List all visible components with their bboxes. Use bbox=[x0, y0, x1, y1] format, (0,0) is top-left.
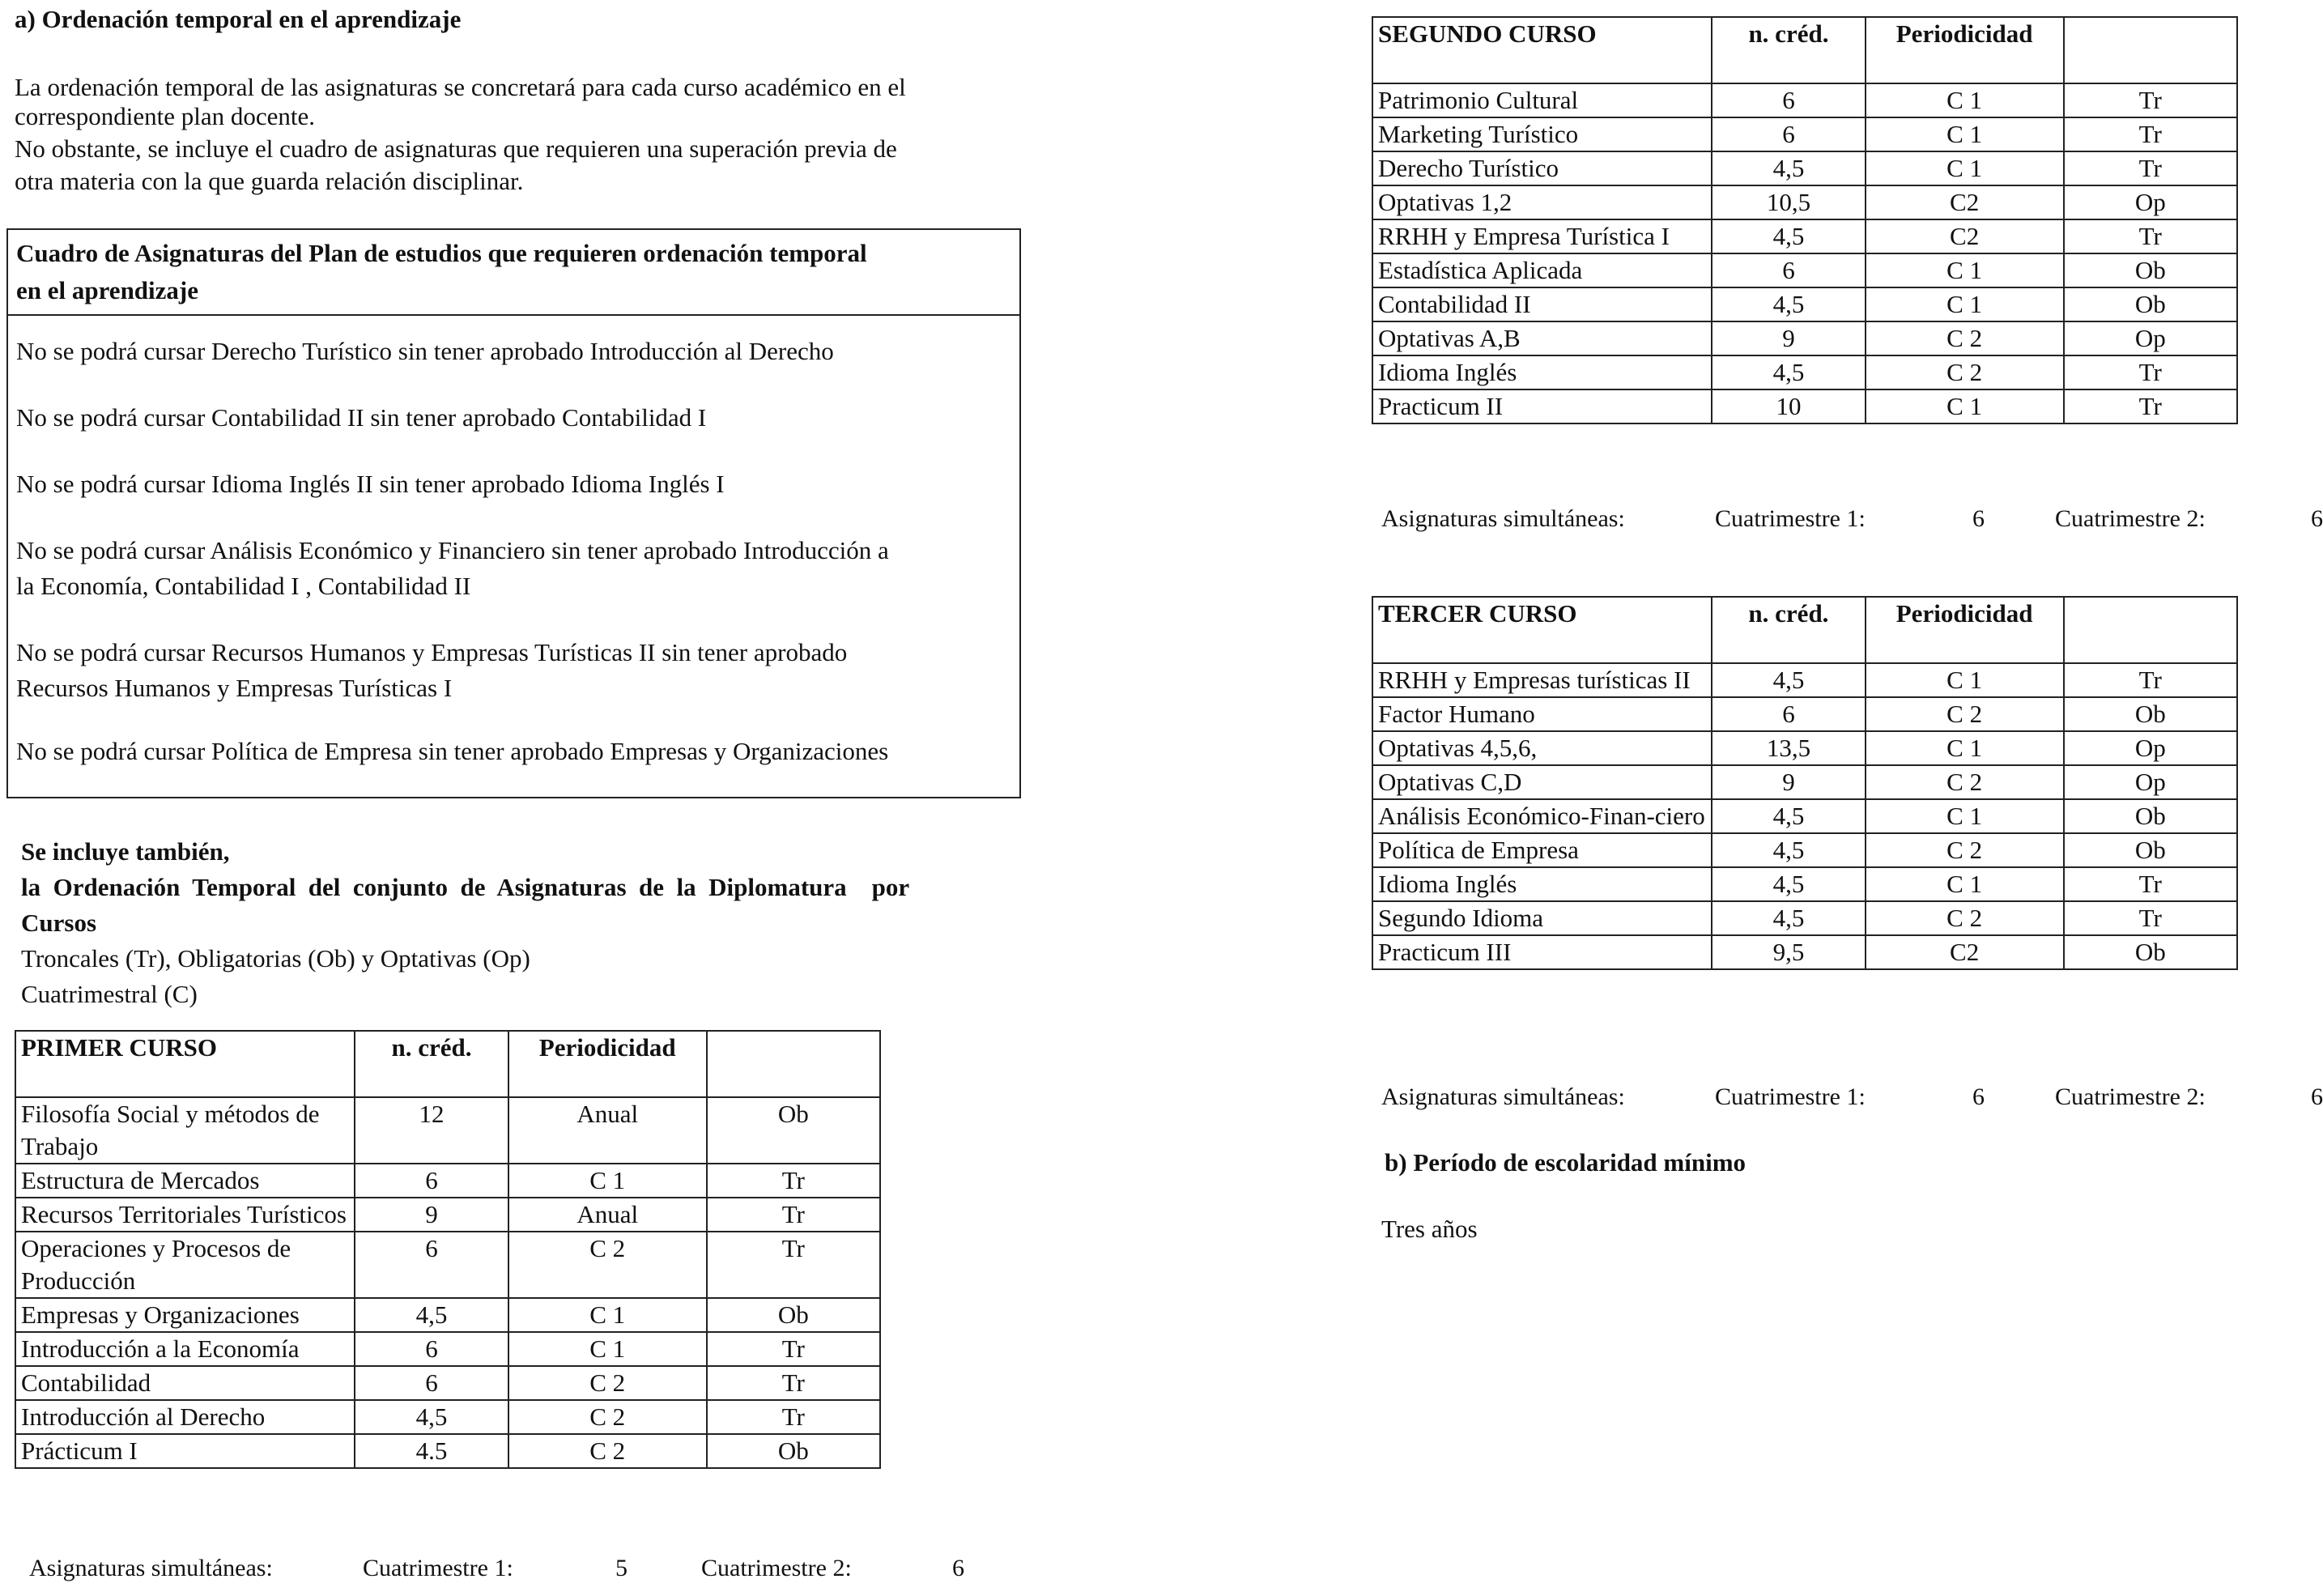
subject-cell: Derecho Turístico bbox=[1372, 151, 1712, 185]
subject-cell: Recursos Territoriales Turísticos bbox=[15, 1198, 355, 1232]
table-row bbox=[1372, 731, 2237, 765]
type-cell: Tr bbox=[2064, 389, 2237, 423]
credits-cell: 6 bbox=[355, 1164, 508, 1198]
subject-cell: Contabilidad bbox=[15, 1366, 355, 1400]
cuatrimestre2-value: 6 bbox=[2311, 1083, 2323, 1110]
table-row bbox=[15, 1298, 880, 1332]
period-cell: C 2 bbox=[508, 1366, 707, 1400]
rule-line: No se podrá cursar Derecho Turístico sin tener aprobado Introducción al Derecho bbox=[16, 337, 834, 365]
credits-cell: 4,5 bbox=[1712, 867, 1866, 901]
table-row bbox=[15, 1097, 880, 1164]
prerequisite-rule bbox=[8, 400, 1019, 436]
subject-cell: Idioma Inglés bbox=[1372, 867, 1712, 901]
cuatrimestre1-label: Cuatrimestre 1: bbox=[363, 1555, 513, 1581]
subject-cell: RRHH y Empresa Turística I bbox=[1372, 219, 1712, 253]
type-cell: Tr bbox=[707, 1198, 880, 1232]
prerequisite-rule bbox=[8, 466, 1019, 502]
credits-cell: 9 bbox=[1712, 321, 1866, 355]
subject-cell: Operaciones y Procesos de Producción bbox=[15, 1232, 355, 1298]
type-cell: Tr bbox=[707, 1164, 880, 1198]
prerequisites-box-title bbox=[8, 230, 1019, 316]
credits-header: n. créd. bbox=[1712, 597, 1866, 663]
period-cell: C 1 bbox=[1866, 663, 2064, 697]
credits-cell: 12 bbox=[355, 1097, 508, 1164]
type-cell: Tr bbox=[707, 1332, 880, 1366]
period-cell: C 1 bbox=[1866, 83, 2064, 117]
table-row bbox=[1372, 253, 2237, 287]
table-row bbox=[15, 1232, 880, 1298]
subject-cell: Introducción al Derecho bbox=[15, 1400, 355, 1434]
period-cell: C 2 bbox=[508, 1434, 707, 1468]
period-cell: Anual bbox=[508, 1097, 707, 1164]
type-cell: Tr bbox=[707, 1400, 880, 1434]
type-cell: Tr bbox=[2064, 83, 2237, 117]
type-cell: Op bbox=[2064, 731, 2237, 765]
type-header bbox=[707, 1031, 880, 1097]
simultaneous-label: Asignaturas simultáneas: bbox=[29, 1555, 273, 1581]
period-cell: C 2 bbox=[1866, 765, 2064, 799]
note-line: la Ordenación Temporal del conjunto de Asignaturas de la Diplomatura por bbox=[21, 873, 910, 901]
table-row bbox=[1372, 901, 2237, 935]
subject-cell: Practicum II bbox=[1372, 389, 1712, 423]
type-header bbox=[2064, 17, 2237, 83]
period-cell: C 2 bbox=[1866, 833, 2064, 867]
cuatrimestre1-label: Cuatrimestre 1: bbox=[1715, 505, 1866, 532]
subject-cell: Segundo Idioma bbox=[1372, 901, 1712, 935]
rule-line: No se podrá cursar Política de Empresa sin tener aprobado Empresas y Organizaciones bbox=[16, 737, 889, 765]
table-row bbox=[15, 1332, 880, 1366]
type-cell: Ob bbox=[707, 1434, 880, 1468]
period-cell: C 1 bbox=[1866, 287, 2064, 321]
period-cell: C2 bbox=[1866, 935, 2064, 969]
table-row bbox=[15, 1164, 880, 1198]
ordering-note bbox=[21, 834, 909, 1012]
section-a-title: a) Ordenación temporal en el aprendizaje bbox=[15, 5, 462, 33]
table-row bbox=[1372, 185, 2237, 219]
credits-cell: 6 bbox=[1712, 83, 1866, 117]
credits-cell: 6 bbox=[1712, 697, 1866, 731]
subject-cell: Prácticum I bbox=[15, 1434, 355, 1468]
credits-cell: 6 bbox=[1712, 253, 1866, 287]
cuatrimestre2-label: Cuatrimestre 2: bbox=[701, 1555, 852, 1581]
period-cell: Anual bbox=[508, 1198, 707, 1232]
table-row bbox=[1372, 355, 2237, 389]
credits-cell: 4.5 bbox=[355, 1434, 508, 1468]
credits-cell: 4,5 bbox=[355, 1400, 508, 1434]
table-row bbox=[1372, 765, 2237, 799]
intro-line: otra materia con la que guarda relación disciplinar. bbox=[15, 167, 524, 195]
table-row bbox=[1372, 389, 2237, 423]
segundo-curso-table bbox=[1372, 16, 2238, 424]
credits-cell: 4,5 bbox=[1712, 833, 1866, 867]
intro-line: correspondiente plan docente. bbox=[15, 102, 315, 130]
table-row bbox=[1372, 83, 2237, 117]
table-row bbox=[1372, 833, 2237, 867]
type-cell: Ob bbox=[2064, 253, 2237, 287]
table-header-row bbox=[1372, 17, 2237, 83]
credits-cell: 10 bbox=[1712, 389, 1866, 423]
credits-header: n. créd. bbox=[1712, 17, 1866, 83]
credits-cell: 9 bbox=[1712, 765, 1866, 799]
subject-cell: Introducción a la Economía bbox=[15, 1332, 355, 1366]
type-cell: Tr bbox=[2064, 867, 2237, 901]
simultaneous-label: Asignaturas simultáneas: bbox=[1381, 505, 1625, 532]
subject-cell: Política de Empresa bbox=[1372, 833, 1712, 867]
type-cell: Ob bbox=[2064, 287, 2237, 321]
credits-cell: 4,5 bbox=[1712, 151, 1866, 185]
minimum-period-text: Tres años bbox=[1381, 1215, 1478, 1243]
section-b-title: b) Período de escolaridad mínimo bbox=[1385, 1148, 1747, 1177]
subject-cell: Factor Humano bbox=[1372, 697, 1712, 731]
course-title: PRIMER CURSO bbox=[15, 1031, 355, 1097]
type-cell: Tr bbox=[2064, 219, 2237, 253]
credits-cell: 4,5 bbox=[355, 1298, 508, 1332]
cuatrimestre1-value: 5 bbox=[615, 1555, 628, 1581]
type-cell: Op bbox=[2064, 765, 2237, 799]
table-row bbox=[1372, 219, 2237, 253]
table-row bbox=[15, 1366, 880, 1400]
type-cell: Tr bbox=[2064, 151, 2237, 185]
primer-curso-table bbox=[15, 1030, 881, 1469]
period-header: Periodicidad bbox=[1866, 17, 2064, 83]
table-row bbox=[1372, 867, 2237, 901]
intro-paragraph bbox=[15, 70, 906, 199]
table-row bbox=[1372, 935, 2237, 969]
credits-cell: 6 bbox=[355, 1332, 508, 1366]
cuatrimestre1-value: 6 bbox=[1972, 505, 1985, 532]
table-header-row bbox=[15, 1031, 880, 1097]
rule-line: Recursos Humanos y Empresas Turísticas I bbox=[16, 674, 453, 702]
period-cell: C 2 bbox=[1866, 355, 2064, 389]
subject-cell: Optativas A,B bbox=[1372, 321, 1712, 355]
note-line: Se incluye también, bbox=[21, 837, 230, 866]
subject-cell: Practicum III bbox=[1372, 935, 1712, 969]
intro-line: La ordenación temporal de las asignaturas se concretará para cada curso académico en el bbox=[15, 73, 906, 101]
type-cell: Op bbox=[2064, 185, 2237, 219]
type-cell: Ob bbox=[707, 1097, 880, 1164]
simultaneous-label: Asignaturas simultáneas: bbox=[1381, 1083, 1625, 1110]
period-cell: C 1 bbox=[1866, 151, 2064, 185]
credits-cell: 4,5 bbox=[1712, 799, 1866, 833]
credits-cell: 9,5 bbox=[1712, 935, 1866, 969]
period-cell: C 1 bbox=[1866, 117, 2064, 151]
subject-cell: Análisis Económico-Finan-ciero bbox=[1372, 799, 1712, 833]
table-row bbox=[15, 1198, 880, 1232]
subject-cell: Filosofía Social y métodos de Trabajo bbox=[15, 1097, 355, 1164]
period-cell: C 1 bbox=[1866, 799, 2064, 833]
prerequisite-rule bbox=[8, 533, 1019, 604]
table-row bbox=[1372, 287, 2237, 321]
subject-cell: Patrimonio Cultural bbox=[1372, 83, 1712, 117]
type-cell: Tr bbox=[707, 1232, 880, 1298]
cuatrimestre2-value: 6 bbox=[2311, 505, 2323, 532]
subject-cell: Empresas y Organizaciones bbox=[15, 1298, 355, 1332]
type-cell: Op bbox=[2064, 321, 2237, 355]
credits-cell: 6 bbox=[355, 1366, 508, 1400]
credits-header: n. créd. bbox=[355, 1031, 508, 1097]
cuatrimestre2-value: 6 bbox=[952, 1555, 964, 1581]
box-title-line: Cuadro de Asignaturas del Plan de estudios que requieren ordenación temporal bbox=[16, 239, 867, 267]
cuatrimestre2-label: Cuatrimestre 2: bbox=[2055, 505, 2206, 532]
period-cell: C 1 bbox=[508, 1164, 707, 1198]
period-header: Periodicidad bbox=[508, 1031, 707, 1097]
period-cell: C 1 bbox=[1866, 389, 2064, 423]
credits-cell: 4,5 bbox=[1712, 219, 1866, 253]
type-cell: Ob bbox=[2064, 799, 2237, 833]
period-cell: C 1 bbox=[508, 1332, 707, 1366]
credits-cell: 4,5 bbox=[1712, 901, 1866, 935]
intro-line: No obstante, se incluye el cuadro de asignaturas que requieren una superación previa de bbox=[15, 134, 897, 163]
period-cell: C 2 bbox=[1866, 697, 2064, 731]
period-header: Periodicidad bbox=[1866, 597, 2064, 663]
credits-cell: 13,5 bbox=[1712, 731, 1866, 765]
credits-cell: 6 bbox=[1712, 117, 1866, 151]
note-line: Cursos bbox=[21, 909, 97, 937]
period-cell: C2 bbox=[1866, 219, 2064, 253]
type-cell: Tr bbox=[707, 1366, 880, 1400]
credits-cell: 4,5 bbox=[1712, 663, 1866, 697]
prerequisite-rule bbox=[8, 635, 1019, 706]
rule-line: No se podrá cursar Recursos Humanos y Empresas Turísticas II sin tener aprobado bbox=[16, 638, 848, 666]
table-row bbox=[1372, 321, 2237, 355]
type-cell: Tr bbox=[2064, 117, 2237, 151]
type-cell: Ob bbox=[2064, 935, 2237, 969]
subject-cell: Optativas C,D bbox=[1372, 765, 1712, 799]
type-cell: Tr bbox=[2064, 901, 2237, 935]
subject-cell: RRHH y Empresas turísticas II bbox=[1372, 663, 1712, 697]
table-row bbox=[1372, 117, 2237, 151]
period-cell: C 2 bbox=[1866, 901, 2064, 935]
period-cell: C 2 bbox=[508, 1232, 707, 1298]
course-title: TERCER CURSO bbox=[1372, 597, 1712, 663]
prerequisite-rule bbox=[8, 334, 1019, 369]
credits-cell: 4,5 bbox=[1712, 287, 1866, 321]
subject-cell: Contabilidad II bbox=[1372, 287, 1712, 321]
cuatrimestre2-label: Cuatrimestre 2: bbox=[2055, 1083, 2206, 1110]
course-title: SEGUNDO CURSO bbox=[1372, 17, 1712, 83]
rule-line: No se podrá cursar Idioma Inglés II sin tener aprobado Idioma Inglés I bbox=[16, 470, 725, 498]
table-row bbox=[15, 1400, 880, 1434]
tercer-curso-table bbox=[1372, 596, 2238, 970]
credits-cell: 9 bbox=[355, 1198, 508, 1232]
period-cell: C 2 bbox=[508, 1400, 707, 1434]
subject-cell: Estadística Aplicada bbox=[1372, 253, 1712, 287]
period-cell: C 2 bbox=[1866, 321, 2064, 355]
note-line: Cuatrimestral (C) bbox=[21, 980, 198, 1008]
cuatrimestre1-label: Cuatrimestre 1: bbox=[1715, 1083, 1866, 1110]
period-cell: C2 bbox=[1866, 185, 2064, 219]
prerequisites-box bbox=[6, 228, 1021, 798]
table-row bbox=[15, 1434, 880, 1468]
rule-line: la Economía, Contabilidad I , Contabilidad II bbox=[16, 572, 471, 600]
period-cell: C 1 bbox=[1866, 731, 2064, 765]
period-cell: C 1 bbox=[508, 1298, 707, 1332]
box-title-line: en el aprendizaje bbox=[16, 276, 199, 304]
subject-cell: Marketing Turístico bbox=[1372, 117, 1712, 151]
rule-line: No se podrá cursar Contabilidad II sin tener aprobado Contabilidad I bbox=[16, 403, 707, 432]
type-header bbox=[2064, 597, 2237, 663]
cuatrimestre1-value: 6 bbox=[1972, 1083, 1985, 1110]
period-cell: C 1 bbox=[1866, 867, 2064, 901]
type-cell: Tr bbox=[2064, 355, 2237, 389]
table-row bbox=[1372, 799, 2237, 833]
credits-cell: 10,5 bbox=[1712, 185, 1866, 219]
period-cell: C 1 bbox=[1866, 253, 2064, 287]
note-line: Troncales (Tr), Obligatorias (Ob) y Optativas (Op) bbox=[21, 944, 530, 972]
type-cell: Tr bbox=[2064, 663, 2237, 697]
prerequisite-rule bbox=[8, 734, 1019, 769]
table-header-row bbox=[1372, 597, 2237, 663]
rule-line: No se podrá cursar Análisis Económico y Financiero sin tener aprobado Introducción a bbox=[16, 536, 889, 564]
subject-cell: Optativas 4,5,6, bbox=[1372, 731, 1712, 765]
table-row bbox=[1372, 151, 2237, 185]
type-cell: Ob bbox=[2064, 833, 2237, 867]
type-cell: Ob bbox=[707, 1298, 880, 1332]
table-row bbox=[1372, 663, 2237, 697]
credits-cell: 6 bbox=[355, 1232, 508, 1298]
type-cell: Ob bbox=[2064, 697, 2237, 731]
subject-cell: Optativas 1,2 bbox=[1372, 185, 1712, 219]
subject-cell: Estructura de Mercados bbox=[15, 1164, 355, 1198]
table-row bbox=[1372, 697, 2237, 731]
subject-cell: Idioma Inglés bbox=[1372, 355, 1712, 389]
credits-cell: 4,5 bbox=[1712, 355, 1866, 389]
